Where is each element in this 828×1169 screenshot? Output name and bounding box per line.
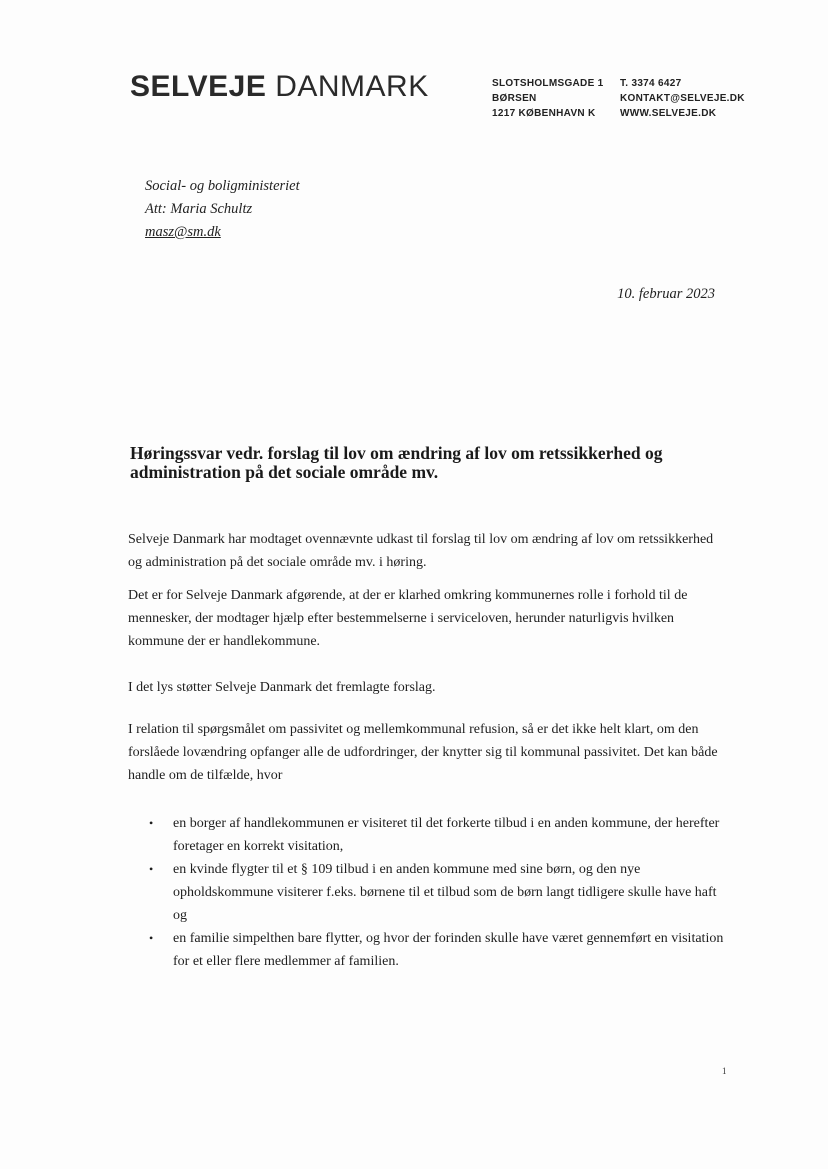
list-item xyxy=(140,858,730,927)
bullet-icon: • xyxy=(149,816,154,830)
letter-subject: Høringssvar vedr. forslag til lov om ændring af lov om retssikkerhed og administration på det sociale område mv. xyxy=(130,443,663,482)
contact-website: WWW.SELVEJE.DK xyxy=(620,108,717,119)
address-street: SLOTSHOLMSGADE 1 xyxy=(492,78,604,89)
recipient-organization: Social- og boligministeriet xyxy=(145,178,300,194)
letterhead-contact xyxy=(620,76,745,121)
address-city: 1217 KØBENHAVN K xyxy=(492,108,596,119)
address-building: BØRSEN xyxy=(492,93,537,104)
list-item xyxy=(140,812,730,858)
list-item-text: en familie simpelthen bare flytter, og hvor der forinden skulle have været gennemført en visitation for et eller flere medlemmer af familien. xyxy=(173,931,724,969)
body-paragraph-1: Selveje Danmark har modtaget ovennævnte udkast til forslag til lov om ændring af lov om retssikkerhed og administration på det sociale område mv. i høring. xyxy=(128,532,714,570)
bullet-icon: • xyxy=(149,931,154,945)
bullet-icon: • xyxy=(149,862,154,876)
list-item-text: en kvinde flygter til et § 109 tilbud i en anden kommune med sine børn, og den nye opholdskommune visiterer f.eks. børnene til et tilbud som de børn langt tidligere skulle have haft og xyxy=(173,862,717,923)
recipient-email-link[interactable]: masz@sm.dk xyxy=(145,224,221,240)
logo-word-danmark: DANMARK xyxy=(275,70,429,103)
list-item-text: en borger af handlekommunen er visiteret til det forkerte tilbud i en anden kommune, der herefter foretager en korrekt visitation, xyxy=(173,816,720,854)
bullet-list xyxy=(140,812,730,973)
letter-date: 10. februar 2023 xyxy=(617,286,715,302)
letterhead-address xyxy=(492,76,603,121)
contact-phone: T. 3374 6427 xyxy=(620,78,682,89)
body-paragraph-2: Det er for Selveje Danmark afgørende, at der er klarhed omkring kommunernes rolle i forhold til de mennesker, der modtager hjælp efter bestemmelserne i serviceloven, herunder naturligvis hvilken kommune der er handlekommune. xyxy=(128,588,688,649)
contact-email: KONTAKT@SELVEJE.DK xyxy=(620,93,745,104)
list-item xyxy=(140,927,730,973)
recipient-attention: Att: Maria Schultz xyxy=(145,201,253,217)
logo-word-selveje: SELVEJE xyxy=(130,70,267,103)
body-paragraph-3: I det lys støtter Selveje Danmark det fremlagte forslag. xyxy=(128,680,436,695)
page-number: 1 xyxy=(722,1066,727,1076)
body-paragraph-4: I relation til spørgsmålet om passivitet og mellemkommunal refusion, så er det ikke helt klart, om den forslåede lovændring opfanger alle de udfordringer, der knytter sig til kommunal passivitet. Det kan både handle om de tilfælde, hvor xyxy=(128,722,718,783)
recipient-block xyxy=(145,175,300,244)
selveje-danmark-logo xyxy=(130,70,429,104)
